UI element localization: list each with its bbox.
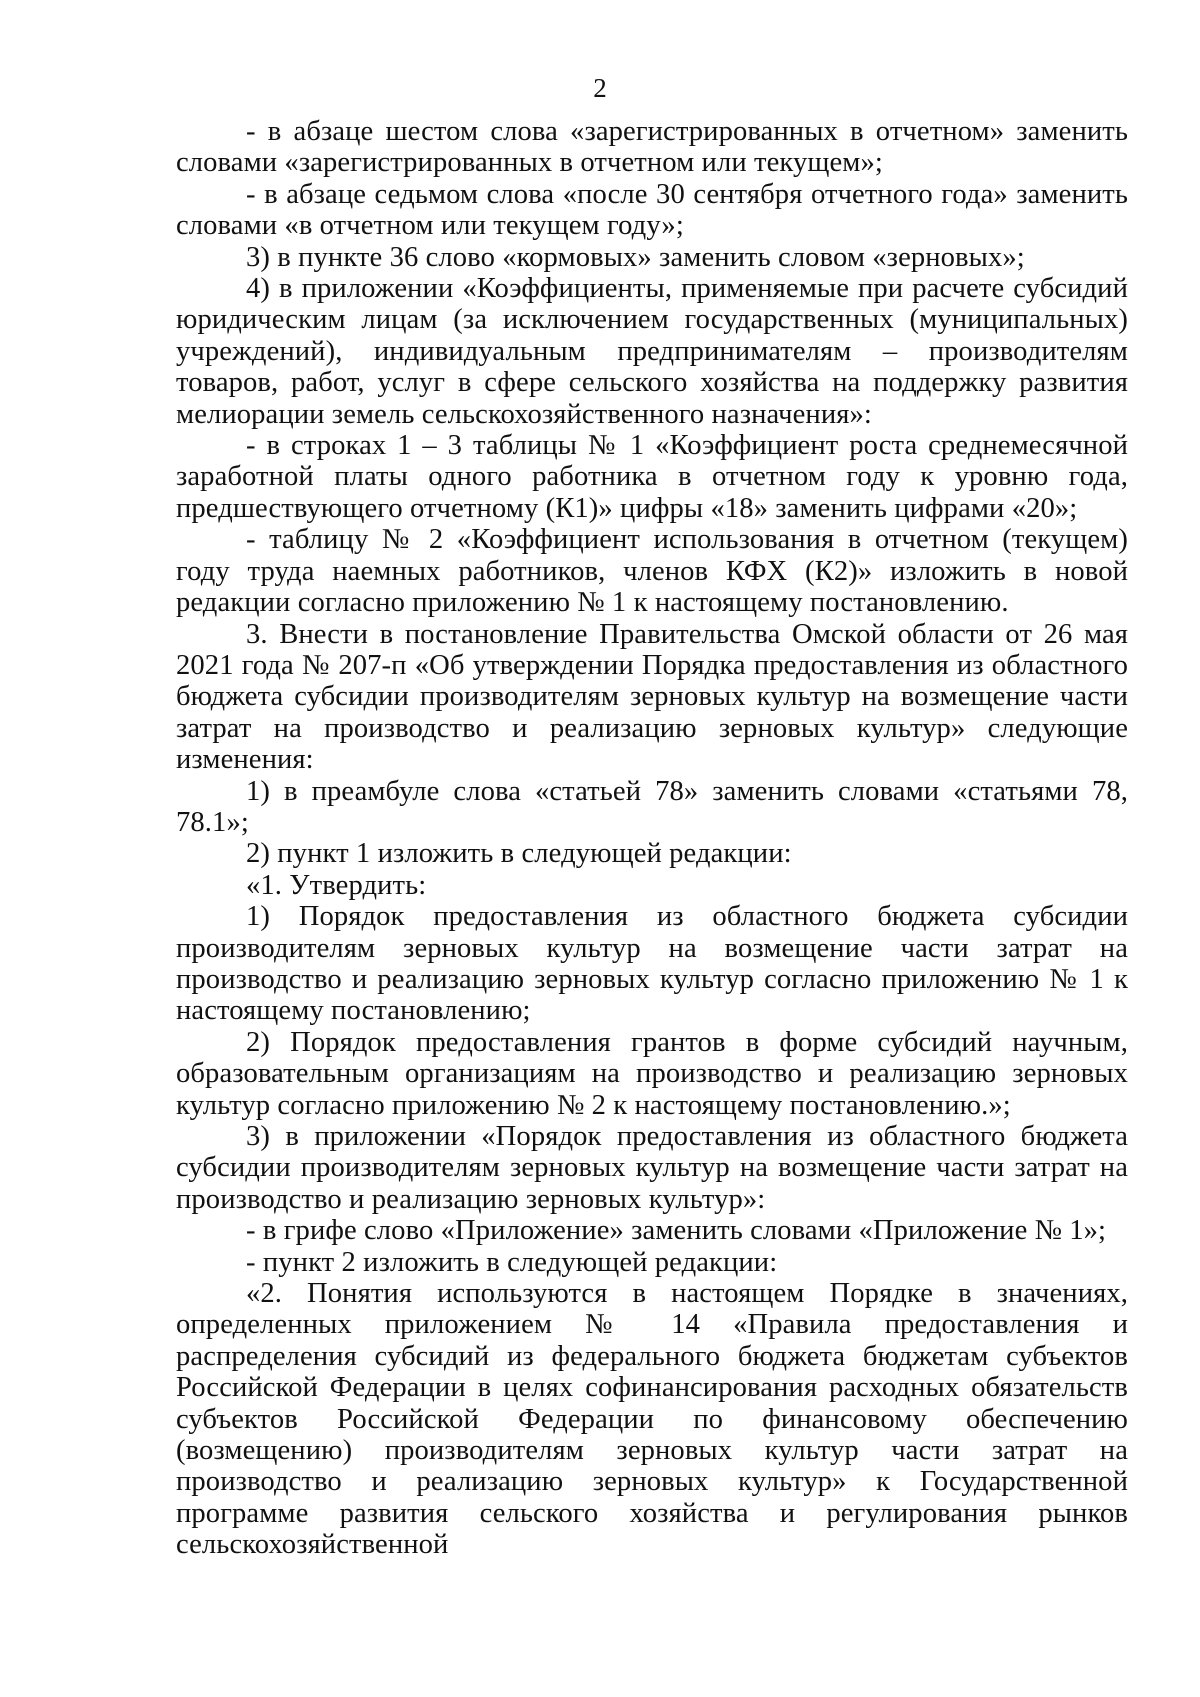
document-body (176, 116, 1128, 1561)
paragraph-table-2: - таблицу № 2 «Коэффициент использования в отчетном (текущем) году труда наемных работников, членов КФХ (К2)» изложить в новой редакции согласно приложению № 1 к настоящему постановлению. (176, 524, 1128, 619)
paragraph-abzac-7: - в абзаце седьмом слова «после 30 сентября отчетного года» заменить словами «в отчетном или текущем году»; (176, 178, 1128, 242)
paragraph-punkt-36: 3) в пункте 36 слово «кормовых» заменить словом «зерновых»; (246, 241, 1025, 273)
paragraph-section-3: 3. Внести в постановление Правительства Омской области от 26 мая 2021 года № 207-п «Об утверждении Порядка предоставления из областного бюджета субсидии производителям зерновых культур на возмещение части затрат на производство и реализацию зерновых культур» следующие изменения: (176, 618, 1128, 776)
paragraph-punkt-1-redakciya: 2) пункт 1 изложить в следующей редакции: (246, 838, 792, 870)
paragraph-punkt-2: - пункт 2 изложить в следующей редакции: (246, 1246, 778, 1278)
page-number: 2 (593, 73, 607, 103)
paragraph-table-1-rows: - в строках 1 – 3 таблицы № 1 «Коэффициент роста среднемесячной заработной платы одного работника в отчетном году к уровню года, предшествующего отчетному (К1)» цифры «18» заменить цифрами «20»; (176, 430, 1128, 524)
paragraph-prilozhenie-koefficienty: 4) в приложении «Коэффициенты, применяемые при расчете субсидий юридическим лицам (за исключением государственных (муниципальных) учреждений), индивидуальным предпринимателям – производителям товаров, работ, услуг в сфере сельского хозяйства на поддержку развития мелиорации земель сельскохозяйственного назначения»: (176, 273, 1128, 430)
paragraph-poryadok-2: 2) Порядок предоставления грантов в форме субсидий научным, образовательным организациям на производство и реализацию зерновых культур согласно приложению № 2 к настоящему постановлению.»; (176, 1026, 1128, 1121)
paragraph-ponyatiya: «2. Понятия используются в настоящем Порядке в значениях, определенных приложением № 14 «Правила предоставления и распределения субсидий из федерального бюджета бюджетам субъектов Российской Федерации в целях софинансирования расходных обязательств субъектов Российской Федерации по финансовому обеспечению (возмещению) производителям зерновых культур части затрат на производство и реализацию зерновых культур» к Государственной программе развития сельского хозяйства и регулирования рынков сельскохозяйственной (176, 1278, 1128, 1561)
paragraph-preambula: 1) в преамбуле слова «статьей 78» заменить словами «статьями 78, 78.1»; (176, 775, 1128, 838)
paragraph-grif: - в грифе слово «Приложение» заменить словами «Приложение № 1»; (246, 1215, 1107, 1247)
paragraph-prilozhenie-poryadok: 3) в приложении «Порядок предоставления из областного бюджета субсидии производителям зерновых культур на возмещение части затрат на производство и реализацию зерновых культур»: (176, 1121, 1128, 1215)
paragraph-abzac-6: - в абзаце шестом слова «зарегистрированных в отчетном» заменить словами «зарегистрированных в отчетном или текущем»; (176, 116, 1128, 179)
paragraph-poryadok-1: 1) Порядок предоставления из областного бюджета субсидии производителям зерновых культур на возмещение части затрат на производство и реализацию зерновых культур согласно приложению № 1 к настоящему постановлению; (176, 901, 1128, 1027)
paragraph-utverdit: «1. Утвердить: (246, 869, 427, 901)
